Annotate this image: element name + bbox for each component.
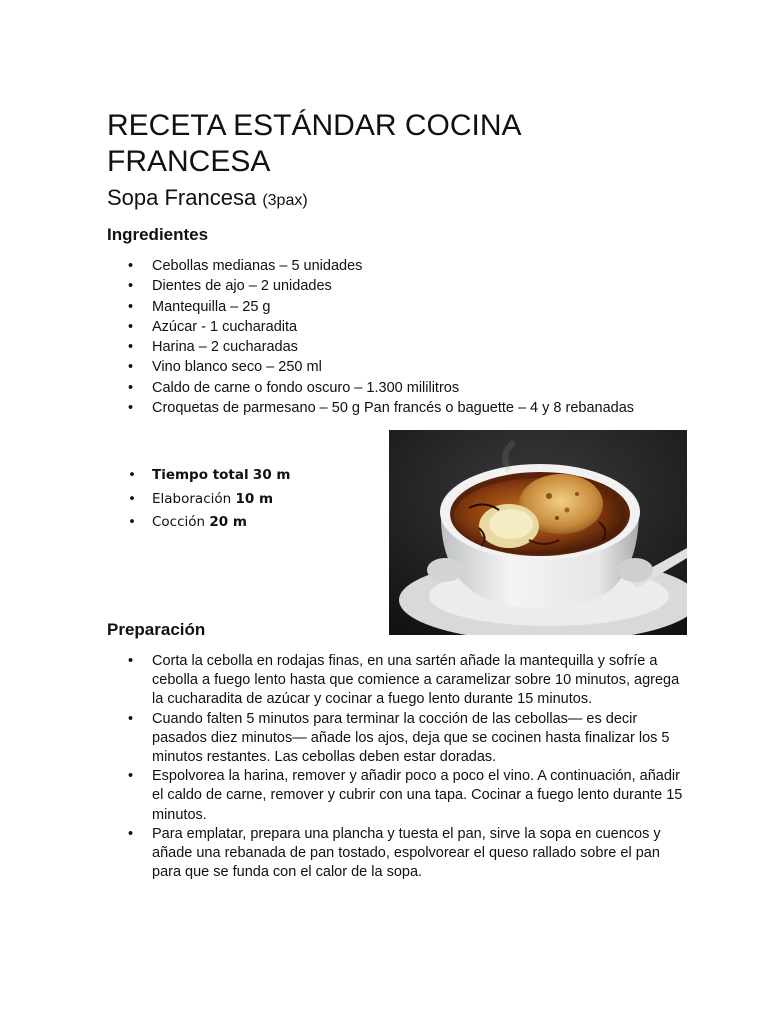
time-value: 10 m (235, 490, 274, 507)
page-title: RECETA ESTÁNDAR COCINA FRANCESA (107, 109, 520, 178)
soup-photo (389, 430, 687, 635)
time-total (107, 464, 377, 488)
time-prep (107, 488, 377, 512)
preparation-step: • Cuando falten 5 minutos para terminar la cocción de las cebollas— es decir pasados diez minutos— añade los ajos, deja que se cocinen hasta finalizar los 5 minutos restantes. Las cebollas deben estar doradas. (107, 710, 687, 768)
ingredient-item: • Croquetas de parmesano – 50 g Pan francés o baguette – 4 y 8 rebanadas (107, 398, 707, 418)
recipe-name: Sopa Francesa (107, 185, 257, 210)
ingredient-item: • Caldo de carne o fondo oscuro – 1.300 mililitros (107, 378, 707, 398)
ingredient-item: • Harina – 2 cucharadas (107, 337, 707, 357)
recipe-subtitle (107, 184, 308, 215)
preparation-list (107, 652, 687, 882)
servings-note: (3pax) (262, 192, 308, 209)
ingredient-item: • Azúcar - 1 cucharadita (107, 317, 707, 337)
time-label: Tiempo total (152, 467, 249, 483)
onion-soup-illustration (389, 430, 687, 635)
ingredients-list (107, 256, 707, 418)
preparation-step: • Espolvorea la harina, remover y añadir poco a poco el vino. A continuación, añadir el caldo de carne, remover y cubrir con una tapa. Cocinar a fuego lento durante 15 minutos. (107, 767, 687, 825)
preparation-step: • Para emplatar, prepara una plancha y tuesta el pan, sirve la sopa en cuencos y añade una rebanada de pan tostado, espolvorear el queso rallado sobre el pan para que se funda con el calor de la sopa. (107, 825, 687, 883)
ingredient-item: • Dientes de ajo – 2 unidades (107, 276, 707, 296)
ingredients-heading: Ingredientes (107, 225, 209, 244)
time-value: 20 m (209, 514, 247, 530)
preparation-step: • Corta la cebolla en rodajas finas, en una sartén añade la mantequilla y sofríe a cebolla a fuego lento hasta que comience a caramelizar sobre 10 minutos, agrega la cucharadita de azúcar y cocinar a fuego lento durante 15 minutos. (107, 652, 687, 710)
time-label: Cocción (152, 514, 206, 530)
ingredient-item: • Cebollas medianas – 5 unidades (107, 256, 707, 276)
time-label: Elaboración (152, 490, 232, 507)
ingredient-item: • Vino blanco seco – 250 ml (107, 357, 707, 377)
times-list (107, 464, 377, 535)
time-value: 30 m (252, 467, 291, 483)
ingredient-item: • Mantequilla – 25 g (107, 297, 707, 317)
preparation-heading: Preparación (107, 620, 206, 639)
time-cook (107, 511, 377, 535)
